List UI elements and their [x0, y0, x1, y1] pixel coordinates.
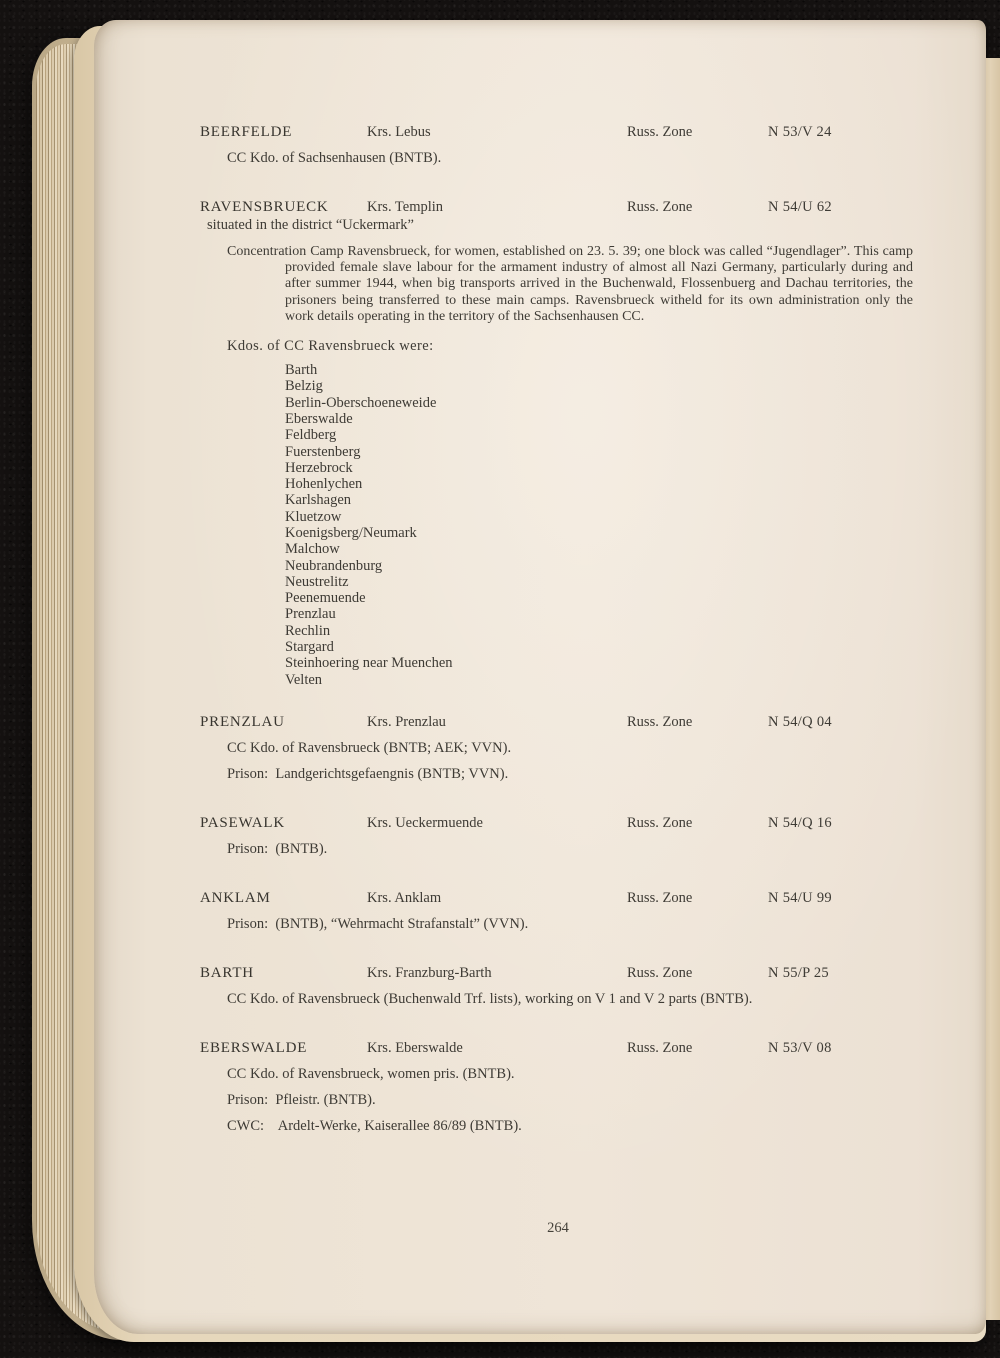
kdo-item: Karlshagen [285, 492, 352, 509]
entry-zone: Russ. Zone [627, 814, 693, 831]
entry-name: BARTH [200, 964, 254, 981]
entry-map-reference: N 55/P 25 [768, 964, 829, 981]
kdo-item: Neubrandenburg [285, 557, 383, 574]
entry-anklam [200, 890, 916, 933]
entry-name: PASEWALK [200, 814, 286, 831]
entry-district: Krs. Eberswalde [367, 1039, 463, 1056]
entry-prenzlau [200, 714, 916, 783]
entry-header [200, 965, 916, 982]
entry-header [200, 815, 916, 832]
page-number: 264 [547, 1220, 569, 1236]
kdo-item: Eberswalde [285, 410, 353, 427]
entry-district: Krs. Templin [367, 199, 444, 215]
entry-detail: CC Kdo. of Sachsenhausen (BNTB). [227, 150, 442, 166]
kdo-item: Prenzlau [285, 606, 336, 623]
entry-header [200, 124, 916, 141]
entry-detail: CC Kdo. of Ravensbrueck (Buchenwald Trf. lists), working on V 1 and V 2 parts (BNTB). [227, 990, 753, 1007]
entry-zone: Russ. Zone [627, 124, 693, 140]
entry-header [200, 1040, 916, 1057]
kdo-item: Koenigsberg/Neumark [285, 524, 417, 541]
kdo-item: Malchow [285, 541, 340, 558]
entry-zone: Russ. Zone [627, 964, 693, 981]
entry-name: BEERFELDE [200, 124, 293, 140]
entry-name: RAVENSBRUECK [200, 199, 329, 215]
entry-zone: Russ. Zone [627, 713, 693, 730]
entry-map-reference: N 54/Q 04 [768, 713, 832, 730]
entry-pasewalk [200, 815, 916, 858]
kdo-item: Herzebrock [285, 459, 353, 476]
entry-header [200, 714, 916, 731]
entry-district: Krs. Ueckermuende [367, 814, 483, 831]
entry-map-reference: N 54/U 99 [768, 889, 832, 906]
entry-beerfelde [200, 124, 916, 167]
entry-detail: Prison: (BNTB), “Wehrmacht Strafanstalt” (VVN). [227, 915, 529, 932]
kdo-item: Kluetzow [285, 508, 342, 525]
entry-district: Krs. Franzburg-Barth [367, 964, 492, 981]
entry-map-reference: N 53/V 24 [768, 124, 832, 140]
entry-name: ANKLAM [200, 889, 271, 906]
kdo-item: Peenemuende [285, 590, 366, 607]
entry-eberswalde [200, 1040, 916, 1135]
kdo-item: Hohenlychen [285, 476, 363, 493]
kdo-item: Stargard [285, 639, 334, 656]
kdo-item: Neustrelitz [285, 573, 349, 590]
entry-zone: Russ. Zone [627, 889, 693, 906]
entry-name: EBERSWALDE [200, 1039, 308, 1056]
entry-detail: Prison: Pfleistr. (BNTB). [227, 1091, 376, 1108]
entry-detail: Prison: Landgerichtsgefaengnis (BNTB; VVN). [227, 765, 509, 782]
page-content [200, 124, 916, 1135]
kdo-item: Steinhoering near Muenchen [285, 655, 453, 672]
entry-zone: Russ. Zone [627, 1039, 693, 1056]
entry-detail: CC Kdo. of Ravensbrueck, women pris. (BNTB). [227, 1065, 515, 1082]
entry-district: Krs. Prenzlau [367, 713, 446, 730]
entry-map-reference: N 53/V 08 [768, 1039, 832, 1056]
entry-name: PRENZLAU [200, 713, 285, 730]
kdos-list-heading: Kdos. of CC Ravensbrueck were: [227, 338, 434, 355]
entry-district: Krs. Lebus [367, 124, 431, 140]
entry-detail: CC Kdo. of Ravensbrueck (BNTB; AEK; VVN). [227, 739, 512, 756]
kdos-list [285, 362, 916, 688]
kdo-item: Feldberg [285, 427, 337, 444]
entry-detail: Prison: (BNTB). [227, 840, 328, 857]
entry-subtitle: situated in the district “Uckermark” [207, 217, 414, 233]
kdo-item: Fuerstenberg [285, 443, 361, 460]
kdo-item: Berlin-Oberschoeneweide [285, 394, 437, 411]
entry-map-reference: N 54/U 62 [768, 199, 832, 215]
entry-header [200, 199, 916, 216]
entry-zone: Russ. Zone [627, 199, 693, 215]
entry-barth [200, 965, 916, 1008]
entry-description: Concentration Camp Ravensbrueck, for women, established on 23. 5. 39; one block was called “Jugendlager”. This camp provided female slave labour for the armament industry of almost all Nazi Germany, particularly during and after summer 1944, when big transports arrived in the Buchenwald, Flossenbuerg and Dachau territories, the prisoners being transferred to these main camps. Ravensbrueck witheld for its own administration only the work details operating in the territory of the Sachsenhausen CC. [227, 244, 913, 324]
entry-map-reference: N 54/Q 16 [768, 814, 832, 831]
kdo-item: Belzig [285, 378, 323, 395]
kdo-item: Velten [285, 671, 323, 688]
book-page [94, 20, 986, 1334]
kdo-item: Barth [285, 362, 318, 379]
entry-district: Krs. Anklam [367, 889, 442, 906]
entry-detail: CWC: Ardelt-Werke, Kaiserallee 86/89 (BNTB). [227, 1117, 522, 1134]
entry-header [200, 890, 916, 907]
kdo-item: Rechlin [285, 622, 331, 639]
entry-ravensbrueck [200, 199, 916, 688]
